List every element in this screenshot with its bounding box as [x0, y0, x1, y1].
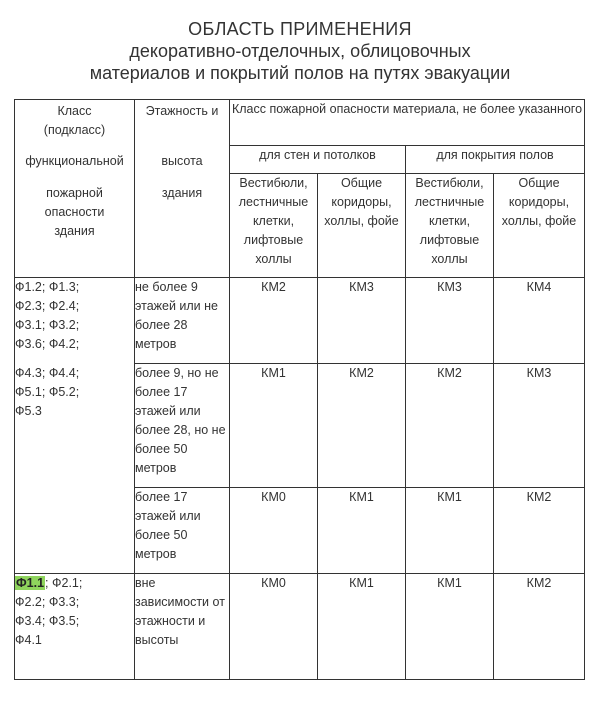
header-class-line: функциональной: [25, 154, 124, 168]
value-cell: КМ2: [230, 278, 318, 364]
value-cell: КМ4: [494, 278, 585, 364]
floors-cell: вне зависимости от этажности и высоты: [135, 574, 230, 680]
header-floors-line: здания: [161, 186, 203, 200]
class-line: Ф2.2; Ф3.3;: [15, 595, 80, 609]
value-cell: КМ2: [494, 488, 585, 574]
header-class-line: здания: [54, 224, 95, 238]
materials-table: [14, 99, 585, 680]
header-lobbies-floors: Вестибюли, лестничные клетки, лифтовые холлы: [406, 174, 494, 278]
class-line: Ф5.1; Ф5.2;: [15, 385, 80, 399]
value-cell: КМ3: [494, 364, 585, 488]
class-line: Ф4.3; Ф4.4;: [15, 366, 80, 380]
class-line: Ф3.6; Ф4.2;: [15, 337, 80, 351]
header-class-line: (подкласс): [43, 123, 106, 137]
title-line-2: декоративно-отделочных, облицовочных: [129, 41, 471, 61]
title-line-3: материалов и покрытий полов на путях эвакуации: [89, 63, 511, 83]
value-cell: КМ3: [406, 278, 494, 364]
class-line: Ф2.3; Ф2.4;: [15, 299, 80, 313]
header-floors-line: Этажность и: [145, 104, 219, 118]
class-group-2: [15, 574, 135, 680]
value-cell: КМ3: [318, 278, 406, 364]
value-cell: КМ1: [318, 488, 406, 574]
header-class-line: пожарной: [46, 186, 103, 200]
class-line: Ф5.3: [15, 404, 42, 418]
header-corridors-walls: Общие коридоры, холлы, фойе: [318, 174, 406, 278]
header-fire-class: Класс пожарной опасности материала, не более указанного: [230, 100, 585, 146]
header-corridors-floors: Общие коридоры, холлы, фойе: [494, 174, 585, 278]
class-line: Ф1.2; Ф1.3;: [15, 280, 80, 294]
floors-cell: не более 9 этажей или не более 28 метров: [135, 278, 230, 364]
value-cell: КМ0: [230, 488, 318, 574]
header-walls: для стен и потолков: [230, 146, 406, 174]
class-line: Ф3.1; Ф3.2;: [15, 318, 80, 332]
value-cell: КМ2: [406, 364, 494, 488]
class-line: Ф4.1: [15, 633, 42, 647]
value-cell: КМ2: [494, 574, 585, 680]
value-cell: КМ1: [318, 574, 406, 680]
floors-cell: более 17 этажей или более 50 метров: [135, 488, 230, 574]
floors-cell: более 9, но не более 17 этажей или более 28, но не более 50 метров: [135, 364, 230, 488]
value-cell: КМ2: [318, 364, 406, 488]
class-line: Ф3.4; Ф3.5;: [15, 614, 80, 628]
value-cell: КМ1: [406, 574, 494, 680]
header-lobbies-walls: Вестибюли, лестничные клетки, лифтовые холлы: [230, 174, 318, 278]
document-title: [0, 18, 600, 84]
highlighted-class: Ф1.1: [16, 576, 45, 590]
header-class-cell: [15, 100, 135, 278]
value-cell: КМ1: [406, 488, 494, 574]
header-floors-line: высота: [161, 154, 203, 168]
header-class-line: Класс: [57, 104, 92, 118]
header-floor-cover: для покрытия полов: [406, 146, 585, 174]
class-line: ; Ф2.1;: [45, 576, 83, 590]
class-group-1: [15, 278, 135, 574]
header-floors-cell: [135, 100, 230, 278]
title-line-1: ОБЛАСТЬ ПРИМЕНЕНИЯ: [188, 19, 412, 39]
value-cell: КМ0: [230, 574, 318, 680]
value-cell: КМ1: [230, 364, 318, 488]
header-class-line: опасности: [44, 205, 105, 219]
